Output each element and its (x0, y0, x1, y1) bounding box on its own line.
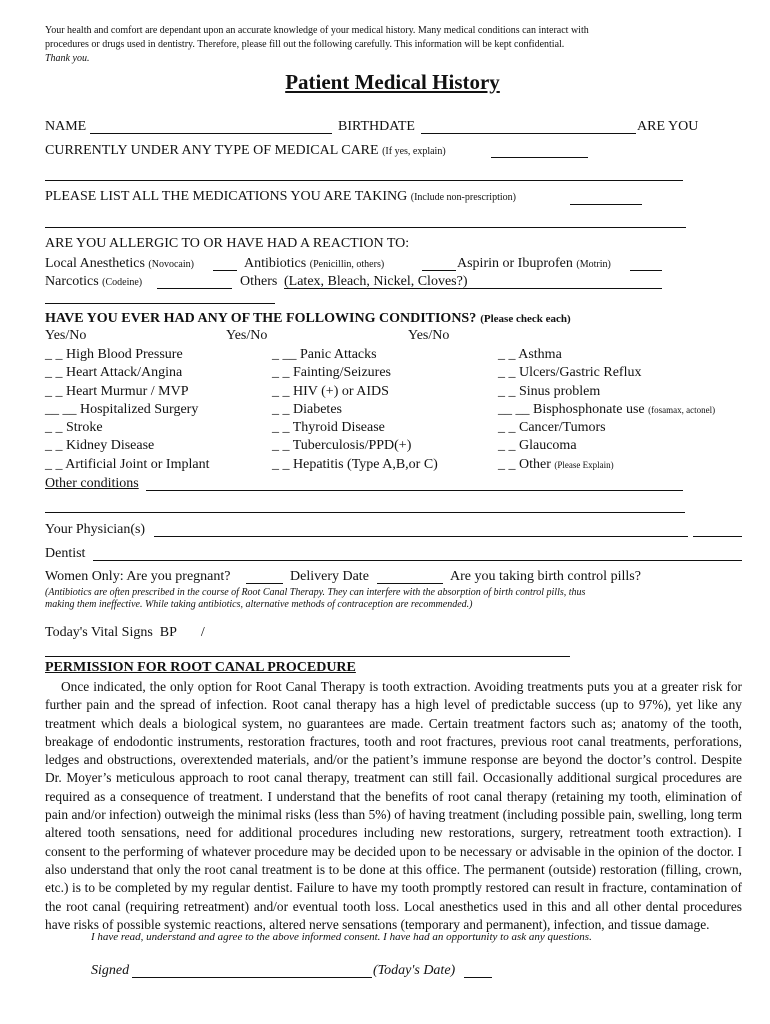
birthdate-field[interactable] (421, 133, 636, 134)
antibiotics-label: Antibiotics (244, 256, 307, 271)
condition-item[interactable]: _ _ Hepatitis (Type A,B,or C) (272, 456, 438, 472)
other-note: (Please Explain) (554, 459, 614, 470)
condition-item-other[interactable] (498, 456, 715, 474)
physician-label: Your Physician(s) (45, 522, 146, 537)
condition-item[interactable]: _ _ HIV (+) or AIDS (272, 383, 389, 399)
condition-item[interactable]: _ _ Glaucoma (498, 438, 577, 454)
allergy-row-1 (45, 256, 194, 272)
others-field[interactable] (284, 288, 662, 289)
antibiotics-group (244, 256, 384, 272)
codeine-note: (Codeine) (102, 277, 143, 288)
novocain-note: (Novocain) (148, 259, 194, 270)
medications-label (45, 189, 516, 205)
condition-item[interactable]: _ _ Asthma (498, 347, 562, 362)
signed-label: Signed (91, 963, 130, 978)
signature-field[interactable] (132, 977, 372, 978)
dentist-field[interactable] (93, 560, 742, 561)
allergy-extra-line[interactable] (45, 303, 275, 304)
physician-field[interactable] (154, 536, 688, 537)
aspirin-group (457, 256, 611, 272)
condition-item[interactable]: _ __ Panic Attacks (272, 347, 377, 362)
birth-control-label: Are you taking birth control pills? (450, 569, 641, 584)
condition-item[interactable]: __ __ Hospitalized Surgery (45, 401, 199, 417)
medical-care-note: (If yes, explain) (382, 146, 446, 157)
local-anesthetics-field[interactable] (213, 270, 237, 271)
medical-care-explain-line[interactable] (45, 180, 683, 181)
other-conditions-field[interactable] (146, 490, 683, 491)
others-label: Others (240, 274, 278, 289)
intro-line-2: procedures or drugs used in dentistry. Therefore, please fill out the following carefully. This information will be kept confidential. (45, 39, 565, 50)
other-conditions-line[interactable] (45, 512, 685, 513)
condition-item-label: _ _ Other (498, 456, 551, 472)
permission-heading: PERMISSION FOR ROOT CANAL PROCEDURE (45, 660, 356, 675)
condition-item[interactable]: _ _ Fainting/Seizures (272, 365, 391, 381)
conditions-col-2 (272, 346, 438, 474)
condition-item[interactable]: _ _ High Blood Pressure (45, 347, 183, 362)
permission-body: Once indicated, the only option for Root Canal Therapy is tooth extraction. Avoiding treatments puts you at a greater risk for further pain and the spread of infection. Root canal therapy has a high level of predictable success (up to 97%), yet like any treatment which deals a biological system, no guarantees are made. Certain treatment factors such as; anatomy of the tooth, breakage of endodontic instruments, restoration fractures, tooth and root fractures, previous root canal treatments, perforations, ledges and obstructions, overextended materials, and/or the patient’s immune response are beyond the doctor’s control. Despite Dr. Moyer’s meticulous approach to root canal therapy, treatment can still fail. Occasionally additional surgical procedures are required as a consequence of treatment. I understand that the benefits of root canal therapy (retaining my tooth, elimination of pain and/or infection) outweigh the minimal risks (less than 5%) of having treatment (including possible pain, swelling, long term altered tooth sensations, need for additional procedures including new restorations, surgery, retreatment tooth extraction). I consent to the performing of whatever procedure may be decided upon to be necessary or advisable in the opinion of the doctor. I also understand that only the root canal treatment is to be done at this office. The permanent (outside) restoration (filling, crown, etc.) is to be completed by my regular dentist. Failure to have my tooth promptly restored can result in fracture, contamination of the root canal (requiring retreatment) and/or eventual tooth loss. Local anesthetics used in this and all other dental procedures have risks of possible systemic reactions, altered nerve sensations (temporary and permanent), infection, and tissue damage. (45, 679, 742, 932)
penicillin-note: (Penicillin, others) (309, 259, 385, 270)
medical-care-field[interactable] (491, 157, 588, 158)
condition-item-bisphosphonate[interactable] (498, 401, 715, 419)
medical-care-label (45, 143, 446, 159)
vital-signs-label: Today's Vital Signs BP / (45, 625, 205, 640)
aspirin-label: Aspirin or Ibuprofen (457, 256, 573, 271)
motrin-note: (Motrin) (576, 259, 611, 270)
medications-text: PLEASE LIST ALL THE MEDICATIONS YOU ARE TAKING (45, 189, 408, 204)
medications-note: (Include non-prescription) (410, 192, 516, 203)
yesno-col2: Yes/No (226, 328, 268, 343)
antibiotics-note-1: (Antibiotics are often prescribed in the course of Root Canal Therapy. They can interfere with the absorption of birth control pills, thus (45, 587, 586, 598)
narcotics-label: Narcotics (45, 274, 99, 289)
pregnant-field[interactable] (246, 583, 283, 584)
condition-item[interactable]: _ _ Artificial Joint or Implant (45, 456, 210, 472)
date-field[interactable] (464, 977, 492, 978)
are-you-label: ARE YOU (637, 119, 699, 134)
condition-item[interactable]: _ _ Diabetes (272, 401, 342, 417)
other-conditions-label: Other conditions (45, 476, 139, 491)
aspirin-field[interactable] (630, 270, 662, 271)
physician-field-ext[interactable] (693, 536, 742, 537)
condition-item[interactable]: _ _ Tuberculosis/PPD(+) (272, 438, 412, 454)
condition-item[interactable]: _ _ Ulcers/Gastric Reflux (498, 365, 642, 381)
dentist-label: Dentist (45, 546, 86, 561)
medications-field[interactable] (570, 204, 642, 205)
condition-item[interactable]: _ _ Thyroid Disease (272, 420, 385, 436)
birthdate-label: BIRTHDATE (338, 119, 415, 134)
yesno-col1: Yes/No (45, 328, 87, 343)
todays-date-label: (Today's Date) (373, 963, 456, 978)
condition-item[interactable]: _ _ Sinus problem (498, 383, 601, 399)
narcotics-group (45, 274, 142, 290)
others-value: (Latex, Bleach, Nickel, Cloves?) (284, 274, 468, 289)
medications-line[interactable] (45, 227, 686, 228)
antibiotics-field[interactable] (422, 270, 456, 271)
antibiotics-note-2: making them ineffective. While taking antibiotics, alternative methods of contraception are recommended.) (45, 599, 473, 610)
condition-item[interactable]: _ _ Heart Attack/Angina (45, 365, 183, 381)
conditions-col-1 (45, 346, 209, 474)
condition-item[interactable]: _ _ Kidney Disease (45, 438, 155, 454)
condition-item[interactable]: _ _ Heart Murmur / MVP (45, 383, 189, 399)
section-divider (45, 656, 570, 657)
conditions-heading-note: (Please check each) (480, 313, 571, 325)
narcotics-field[interactable] (157, 288, 232, 289)
name-field[interactable] (90, 133, 332, 134)
bisphosphonate-note: (fosamax, actonel) (648, 404, 716, 415)
medical-care-text: CURRENTLY UNDER ANY TYPE OF MEDICAL CARE (45, 143, 379, 158)
pregnant-label: Women Only: Are you pregnant? (45, 569, 231, 584)
local-anesthetics-label: Local Anesthetics (45, 256, 145, 271)
delivery-label: Delivery Date (290, 569, 369, 584)
condition-item[interactable]: _ _ Stroke (45, 420, 103, 436)
consent-statement: I have read, understand and agree to the above informed consent. I have had an opportunity to ask any questions. (91, 931, 592, 943)
condition-item-label: __ __ Bisphosphonate use (498, 401, 645, 417)
delivery-field[interactable] (377, 583, 443, 584)
page-title: Patient Medical History (285, 70, 500, 94)
intro-line-1: Your health and comfort are dependant upon an accurate knowledge of your medical history. Many medical conditions can interact with (45, 25, 589, 36)
allergic-heading: ARE YOU ALLERGIC TO OR HAVE HAD A REACTION TO: (45, 236, 410, 251)
name-label: NAME (45, 119, 87, 134)
yesno-col3: Yes/No (408, 328, 450, 343)
intro-thanks: Thank you. (45, 53, 90, 64)
conditions-col-3 (498, 346, 715, 474)
conditions-heading: HAVE YOU EVER HAD ANY OF THE FOLLOWING CONDITIONS? (45, 311, 477, 326)
condition-item[interactable]: _ _ Cancer/Tumors (498, 420, 606, 436)
conditions-heading-group (45, 309, 571, 327)
